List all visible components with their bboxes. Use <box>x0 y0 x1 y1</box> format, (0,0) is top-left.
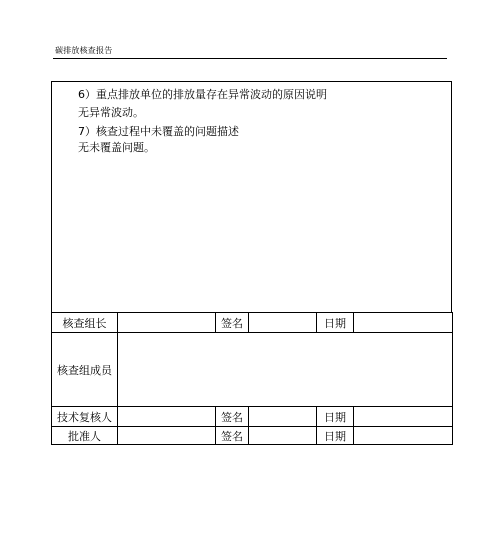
item-7-heading: 7）核查过程中未覆盖的问题描述 <box>78 125 239 138</box>
team-leader-date-cell <box>354 313 453 333</box>
role-label-technical-reviewer: 技术复核人 <box>52 407 118 427</box>
approver-signature-cell <box>249 427 317 445</box>
date-label: 日期 <box>317 313 354 333</box>
approver-date-cell <box>354 427 453 445</box>
signature-label: 签名 <box>216 313 249 333</box>
table-row <box>52 313 453 333</box>
date-label: 日期 <box>317 407 354 427</box>
role-label-approver: 批准人 <box>52 427 118 445</box>
approver-name-cell <box>118 427 216 445</box>
signature-label: 签名 <box>216 407 249 427</box>
team-leader-name-cell <box>118 313 216 333</box>
team-members-cell <box>118 333 453 407</box>
team-leader-signature-cell <box>249 313 317 333</box>
item-7-answer: 无未覆盖问题。 <box>78 141 155 154</box>
header-divider <box>53 58 447 59</box>
item-6-heading: 6）重点排放单位的排放量存在异常波动的原因说明 <box>78 88 327 101</box>
technical-reviewer-name-cell <box>118 407 216 427</box>
signature-table <box>51 312 453 445</box>
table-row <box>52 407 453 427</box>
role-label-team-members: 核查组成员 <box>52 333 118 407</box>
table-row <box>52 427 453 445</box>
item-6-answer: 无异常波动。 <box>78 106 144 119</box>
table-row <box>52 333 453 407</box>
document-header-title: 碳排放核查报告 <box>55 46 113 55</box>
date-label: 日期 <box>317 427 354 445</box>
technical-reviewer-signature-cell <box>249 407 317 427</box>
technical-reviewer-date-cell <box>354 407 453 427</box>
signature-label: 签名 <box>216 427 249 445</box>
role-label-team-leader: 核查组长 <box>52 313 118 333</box>
